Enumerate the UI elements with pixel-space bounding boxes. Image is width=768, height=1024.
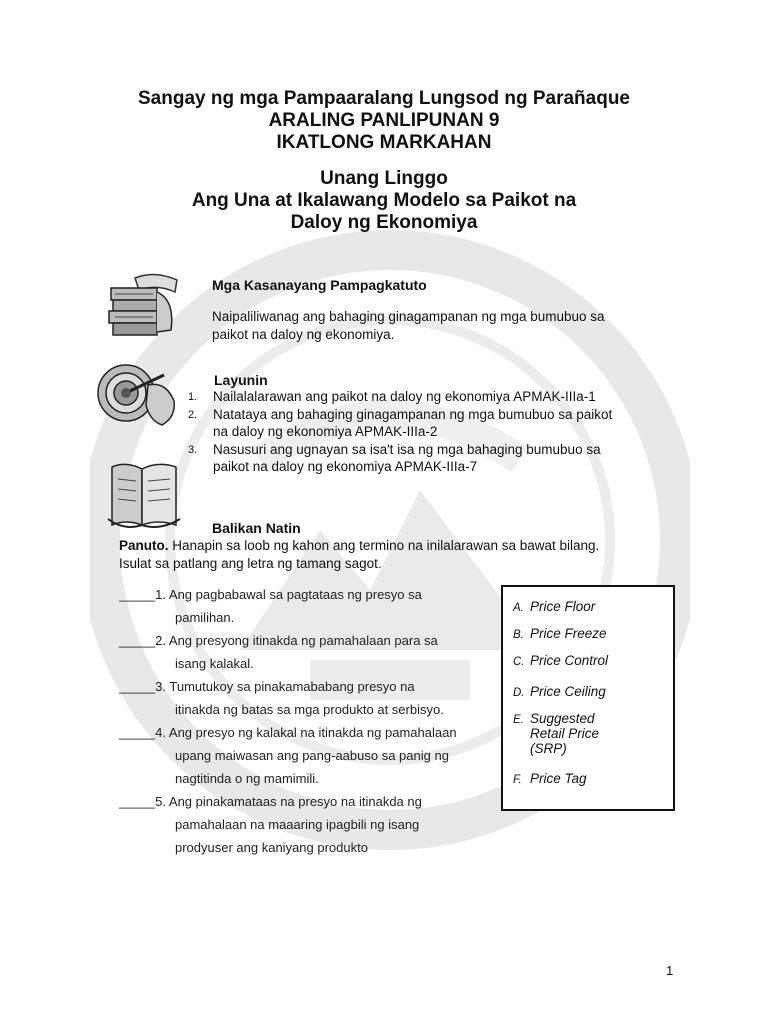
answer-blank[interactable]: _____ [119,679,156,694]
instruction-label: Panuto. [119,538,169,553]
header-division: Sangay ng mga Pampaaralang Lungsod ng Parañaque [138,88,630,109]
document-header [0,88,768,154]
choice-letter: F. [513,774,522,786]
target-icon [96,355,182,431]
question-text: Ang pinakamataas na presyo na itinakda ng [168,794,422,809]
list-item-text: paikot na daloy ng ekonomiya APMAK-IIIa-7 [213,459,478,474]
question-number: 3. [155,679,166,694]
list-item [186,388,666,405]
choice-letter: E. [513,714,524,726]
choice-label: Price Tag [530,771,587,786]
question-number: 5. [155,794,166,809]
header-quarter: IKATLONG MARKAHAN [276,132,492,153]
question-number: 1. [155,587,166,602]
question-first-line [119,675,499,698]
question-text: itinakda ng batas sa mga produkto at serbisyo. [175,702,444,717]
choice-label: Price Control [530,653,609,668]
question-item [119,675,499,721]
review-instructions [119,537,679,573]
choice-item [513,684,670,701]
choice-label: Price Ceiling [530,684,606,699]
competencies-text-line: paikot na daloy ng ekonomiya. [212,327,395,342]
question-first-line [119,790,499,813]
question-number: 4. [155,725,166,740]
question-text: pamahalaan na maaaring ipagbili ng isang [175,817,420,832]
answer-blank[interactable]: _____ [119,633,156,648]
list-item [186,406,666,440]
question-text: Tumutukoy sa pinakamababang presyo na [169,679,415,694]
answer-blank[interactable]: _____ [119,587,156,602]
header-subject: ARALING PANLIPUNAN 9 [268,110,500,131]
question-list [119,583,499,859]
list-item-number: 2. [188,409,198,421]
page-number: 1 [666,963,674,978]
lesson-topic-line1: Ang Una at Ikalawang Modelo sa Paikot na [191,190,577,211]
answer-blank[interactable]: _____ [119,725,156,740]
question-item [119,629,499,675]
books-icon [105,270,183,340]
competencies-title: Mga Kasanayang Pampagkatuto [212,277,427,293]
question-text: Ang presyong itinakda ng pamahalaan para sa [168,633,438,648]
lesson-week: Unang Linggo [320,168,448,189]
choice-label: Price Floor [530,599,596,614]
list-item-text: na daloy ng ekonomiya APMAK-IIIa-2 [213,424,438,439]
instruction-period: . [377,556,382,571]
choice-label: Suggested Retail Price (SRP) [530,711,600,756]
choice-item [513,626,670,643]
question-item [119,721,499,790]
objectives-list [186,388,666,476]
review-title: Balikan Natin [212,520,301,536]
question-text: nagtitinda o ng mamimili. [175,771,319,786]
competencies-text [212,308,662,344]
answer-blank[interactable]: _____ [119,794,156,809]
instruction-line [119,537,679,555]
choice-item [513,771,670,788]
choice-item [513,599,670,616]
lesson-title [0,168,768,234]
choice-letter: D. [513,687,525,699]
list-item-number: 1. [188,391,198,403]
instruction-text: Hanapin sa loob ng kahon ang termino na inilalarawan sa bawat bilang. [168,538,600,553]
choice-label: Price Freeze [530,626,607,641]
list-item-text: Nasusuri ang ugnayan sa isa't isa ng mga bahaging bumubuo sa [213,442,601,457]
lesson-topic-line2: Daloy ng Ekonomiya [290,212,478,233]
list-item-text: Natataya ang bahaging ginagampanan ng mga bumubuo sa paikot [213,407,613,422]
question-item [119,583,499,629]
objectives-title: Layunin [214,372,268,388]
question-first-line [119,583,499,606]
list-item-text: Nailalalarawan ang paikot na daloy ng ekonomiya APMAK-IIIa-1 [213,389,596,404]
question-number: 2. [155,633,166,648]
instruction-text: Isulat sa patlang ang letra ng tamang sagot [119,556,378,571]
list-item [186,441,666,475]
choice-letter: B. [513,629,524,641]
question-text: Ang presyo ng kalakal na itinakda ng pamahalaan [168,725,457,740]
question-first-line [119,721,499,744]
choice-letter: A. [513,602,524,614]
list-item-number: 3. [188,444,198,456]
competencies-text-line: Naipaliliwanag ang bahaging ginagampanan ng mga bumubuo sa [212,309,605,324]
open-book-icon [106,459,182,531]
choices-box [501,585,675,811]
instruction-line [119,555,679,573]
question-text: isang kalakal. [175,656,254,671]
choice-item [513,653,670,670]
choice-item [513,711,626,756]
question-text: Ang pagbabawal sa pagtataas ng presyo sa [168,587,422,602]
question-item [119,790,499,859]
question-first-line [119,629,499,652]
question-text: pamilihan. [175,610,235,625]
question-text: prodyuser ang kaniyang produkto [175,840,368,855]
question-text: upang maiwasan ang pang-aabuso sa panig ng [175,748,449,763]
choice-letter: C. [513,656,525,668]
